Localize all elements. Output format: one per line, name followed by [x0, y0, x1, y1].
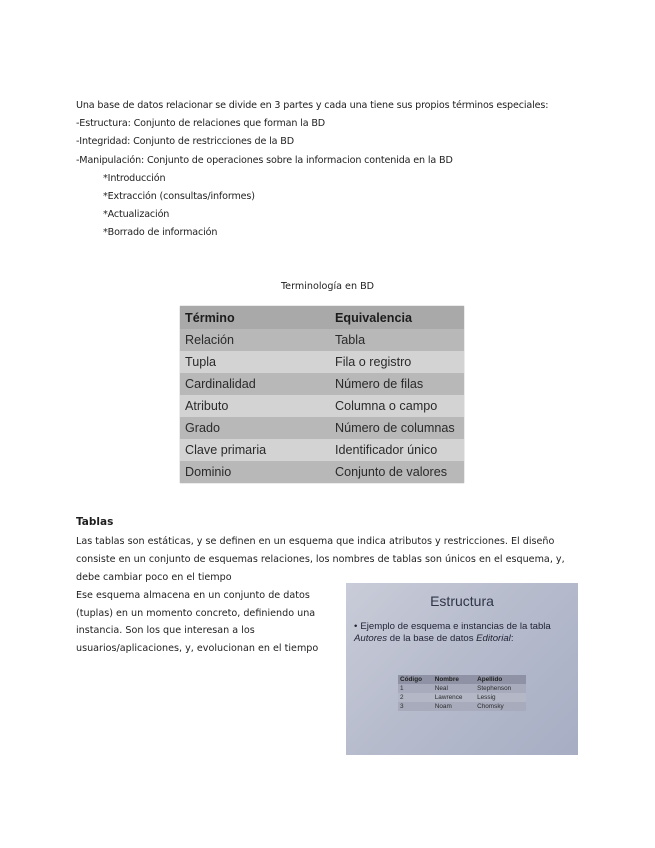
table-row — [180, 395, 464, 417]
header-codigo: Código — [398, 675, 433, 684]
table-row — [398, 702, 526, 711]
cell-apellido: Lessig — [475, 693, 526, 702]
sub-item-extraccion: *Extracción (consultas/informes) — [103, 191, 255, 203]
cell-apellido: Stephenson — [475, 684, 526, 693]
table-row — [180, 329, 464, 351]
table-row — [398, 693, 526, 702]
cell-codigo: 2 — [398, 693, 433, 702]
cell-term: Dominio — [180, 461, 330, 483]
header-termino: Término — [180, 306, 330, 329]
cell-codigo: 3 — [398, 702, 433, 711]
cell-equiv: Fila o registro — [330, 351, 464, 373]
cell-equiv: Conjunto de valores — [330, 461, 464, 483]
cell-nombre: Neal — [433, 684, 475, 693]
table-row — [180, 417, 464, 439]
intro-line-integridad: -Integridad: Conjunto de restricciones de la BD — [76, 136, 294, 148]
cell-apellido: Chomsky — [475, 702, 526, 711]
table-row — [180, 351, 464, 373]
cell-equiv: Columna o campo — [330, 395, 464, 417]
intro-line: Una base de datos relacionar se divide en 3 partes y cada una tiene sus propios términos especiales: — [76, 100, 549, 111]
header-equivalencia: Equivalencia — [330, 306, 464, 329]
slide-bullet-editorial: Editorial — [476, 632, 511, 644]
sub-item-borrado: *Borrado de información — [103, 227, 218, 239]
table-row — [180, 439, 464, 461]
header-nombre: Nombre — [433, 675, 475, 684]
table-header-row — [180, 306, 464, 329]
cell-equiv: Número de filas — [330, 373, 464, 395]
slide-bullet — [354, 621, 574, 644]
table-caption: Terminología en BD — [280, 281, 375, 292]
tablas-paragraph: Las tablas son estáticas, y se definen en un esquema que indica atributos y restricciones. El diseño consiste en un conjunto de esquemas relaciones, los nombres de tablas son únicos en el esquema, y, debe cambiar poco en el tiempo — [76, 536, 565, 584]
esquema-paragraph: Ese esquema almacena en un conjunto de datos (tuplas) en un momento concreto, definiendo una instancia. Son los que interesan a los usuarios/aplicaciones, y, evolucionan en el tiempo — [76, 590, 319, 654]
intro-line-manipulacion: -Manipulación: Conjunto de operaciones sobre la informacion contenida en la BD — [76, 154, 453, 166]
cell-equiv: Número de columnas — [330, 417, 464, 439]
slide-bullet-text-c: de la base de datos — [387, 632, 477, 644]
slide-bullet-colon: : — [510, 632, 514, 644]
sub-item-introduccion: *Introducción — [103, 172, 166, 184]
header-apellido: Apellido — [475, 675, 526, 684]
cell-term: Clave primaria — [180, 439, 330, 461]
cell-term: Atributo — [180, 395, 330, 417]
table-row — [180, 373, 464, 395]
terminology-table — [180, 306, 464, 483]
intro-section — [76, 97, 576, 243]
slide-bullet-text-a: Ejemplo de esquema e instancias de la tabla — [360, 621, 551, 632]
autores-table — [398, 675, 526, 711]
cell-nombre: Lawrence — [433, 693, 475, 702]
cell-term: Grado — [180, 417, 330, 439]
slide-bullet-autores: Autores — [354, 632, 388, 644]
cell-term: Relación — [180, 329, 330, 351]
tablas-heading: Tablas — [76, 516, 114, 528]
sub-item-actualizacion: *Actualización — [103, 209, 170, 221]
slide-title: Estructura — [430, 593, 494, 609]
cell-equiv: Tabla — [330, 329, 464, 351]
cell-term: Tupla — [180, 351, 330, 373]
table-row — [180, 461, 464, 483]
table-row — [398, 684, 526, 693]
cell-nombre: Noam — [433, 702, 475, 711]
cell-codigo: 1 — [398, 684, 433, 693]
cell-equiv: Identificador único — [330, 439, 464, 461]
estructura-slide-image — [346, 583, 578, 755]
bullet-icon: • — [354, 621, 358, 632]
terminology-table-image — [180, 306, 464, 483]
autores-header-row — [398, 675, 526, 684]
intro-line-estructura: -Estructura: Conjunto de relaciones que forman la BD — [76, 118, 326, 130]
cell-term: Cardinalidad — [180, 373, 330, 395]
